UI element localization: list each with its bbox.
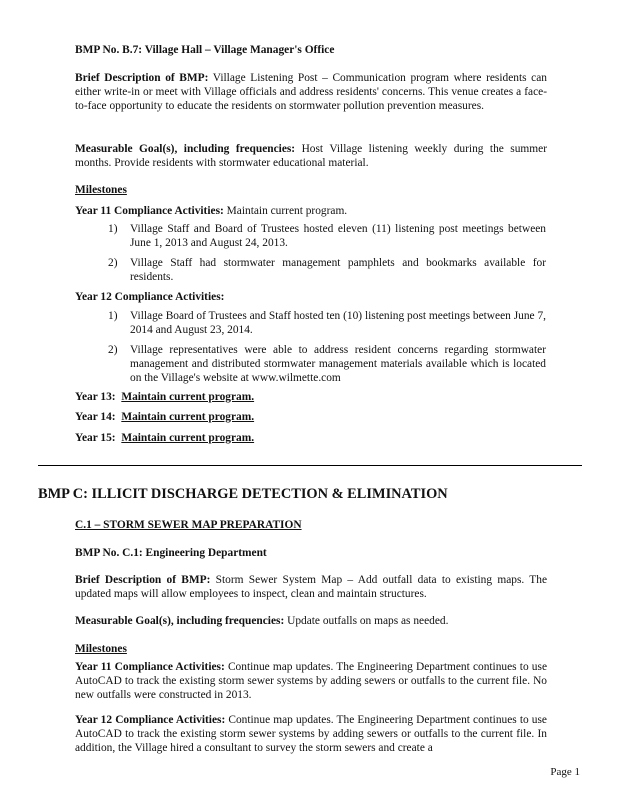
bmp-b7-heading: BMP No. B.7: Village Hall – Village Manager's Office (75, 44, 335, 56)
bmp-c1-heading: BMP No. C.1: Engineering Department (75, 547, 267, 559)
bmp-c1-brief-description: Brief Description of BMP: Storm Sewer System Map – Add outfall data to existing maps. The updated maps will allow employees to inspect, clean and maintain structures. (75, 574, 547, 600)
goal-text: Host Village listening weekly during the summer months. Provide residents with stormwater educational material. (75, 143, 547, 169)
milestones-heading: Milestones (75, 184, 127, 196)
year15-line: Year 15: Maintain current program. (75, 432, 255, 444)
list-item: 1) Village Staff and Board of Trustees hosted eleven (11) listening post meetings between June 1, 2013 and August 24, 2013. (108, 223, 546, 249)
c1-milestones-heading: Milestones (75, 643, 127, 655)
c1-year11-activities: Year 11 Compliance Activities: Continue map updates. The Engineering Department continues to use AutoCAD to track the existing storm sewer systems by adding sewers or outfalls to the current file. No new outfalls were constructed in 2013. (75, 661, 547, 701)
c1-year12-activities: Year 12 Compliance Activities: Continue map updates. The Engineering Department continues to use AutoCAD to track the existing storm sewer systems by adding sewers or outfalls to the current file. In addition, the Village hired a consultant to survey the storm sewers and create a (75, 714, 547, 754)
list-item: 1) Village Board of Trustees and Staff hosted ten (10) listening post meetings between June 7, 2014 and August 23, 2014. (108, 310, 546, 336)
year11-text: Maintain current program. (223, 205, 348, 217)
year13-line: Year 13: Maintain current program. (75, 391, 255, 403)
year12-list (108, 309, 546, 385)
year12-label: Year 12 Compliance Activities: (75, 291, 225, 303)
c1-subtitle: C.1 – STORM SEWER MAP PREPARATION (75, 519, 302, 531)
goal-label: Measurable Goal(s), including frequencies: (75, 143, 296, 155)
list-item: 2) Village representatives were able to address resident concerns regarding stormwater management and distributed stormwater management materials available which is located on the Village's website at www.wilmette.com (108, 344, 546, 384)
brief-text: Village Listening Post – Communication program where residents can either write-in or meet with Village officials and address residents' concerns. This venue creates a face-to-face opportunity to educate the residents on stormwater pollution prevention measures. (75, 72, 547, 112)
year14-line: Year 14: Maintain current program. (75, 411, 255, 423)
section-c-title: BMP C: ILLICIT DISCHARGE DETECTION & ELIMINATION (38, 486, 448, 502)
year11-list (108, 222, 546, 284)
bmp-b7-brief-description (75, 71, 547, 113)
section-divider (38, 465, 582, 466)
page-number: Page 1 (550, 766, 580, 778)
bmp-b7-measurable-goals (75, 142, 547, 170)
year11-activities (75, 204, 547, 218)
list-item: 2) Village Staff had stormwater management pamphlets and bookmarks available for residents. (108, 257, 546, 283)
year11-label: Year 11 Compliance Activities: (75, 205, 224, 217)
bmp-c1-measurable-goals: Measurable Goal(s), including frequencies: Update outfalls on maps as needed. (75, 615, 449, 627)
brief-label: Brief Description of BMP: (75, 72, 209, 84)
